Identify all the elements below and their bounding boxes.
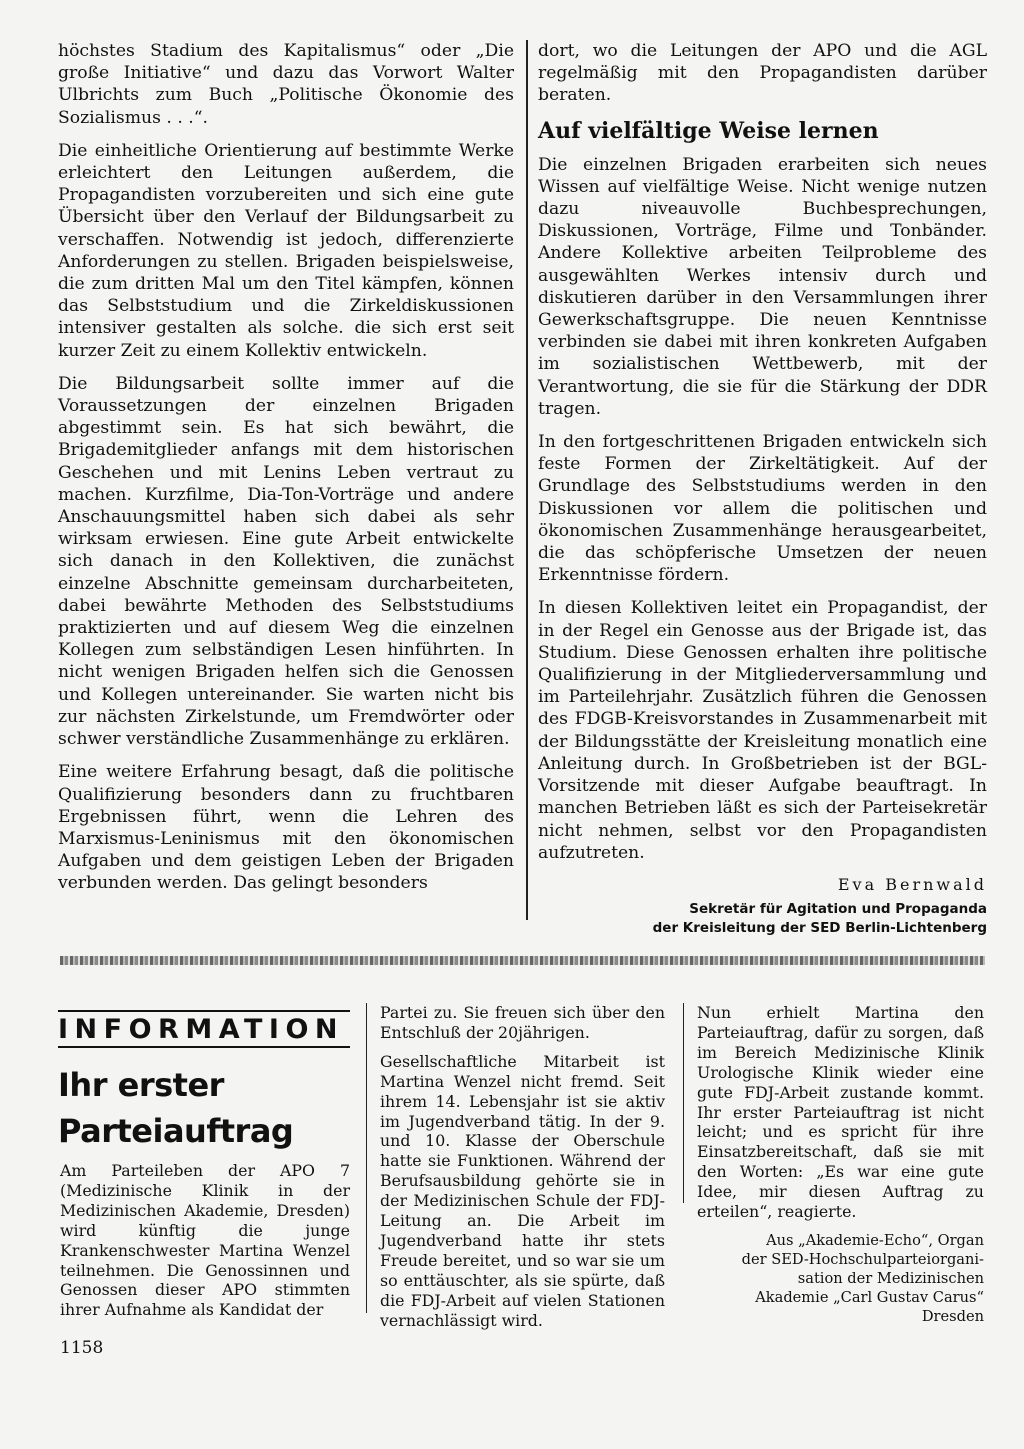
author-role: der Kreisleitung der SED Berlin-Lichtenberg — [652, 919, 987, 936]
source-line: der SED-Hochschulparteiorgani- — [741, 1250, 984, 1268]
info-column-1 — [60, 1161, 350, 1329]
paragraph: In diesen Kollektiven leitet ein Propagandist, der in der Regel ein Genosse aus der Brigade ist, das Studium. Diese Genossen erhalten ihre politische Qualifizierung in der Mitgliederversammlung und im Parteilehrjahr. Zusätzlich führen die Genossen des FDGB-Kreisvorstandes in Zusammenarbeit mit der Bildungsstätte der Kreisleitung monatlich eine Anleitung durch. In Großbetrieben ist der BGL-Vorsitzende mit dieser Aufgabe beauftragt. In manchen Betrieben läßt es sich der Parteisekretär nicht nehmen, selbst vor den Propagandisten aufzutreten. — [538, 598, 987, 863]
paragraph: Partei zu. Sie freuen sich über den Entschluß der 20jährigen. — [380, 1003, 665, 1042]
source-line: Aus „Akademie-Echo“, Organ — [766, 1231, 984, 1249]
paragraph: Eine weitere Erfahrung besagt, daß die politische Qualifizierung besonders dann zu fruchtbaren Ergebnissen führt, wenn die Lehren des Marxismus-Leninismus mit den ökonomischen Aufgaben und dem geistigen Leben der Brigaden verbunden werden. Das gelingt besonders — [58, 762, 514, 894]
information-banner — [58, 1010, 350, 1048]
source-line: Dresden — [921, 1307, 984, 1325]
info-headline-line: Parteiauftrag — [58, 1112, 294, 1150]
information-label: INFORMATION — [58, 1013, 345, 1045]
info-headline — [58, 1062, 358, 1154]
page-number: 1158 — [60, 1338, 104, 1358]
column-divider — [683, 1003, 684, 1203]
paragraph: Gesellschaftliche Mitarbeit ist Martina Wenzel nicht fremd. Seit ihrem 14. Lebensjahr ist sie aktiv im Jugendverband tätig. In der 9. und 10. Klasse der Oberschule hatte sie Funktionen. Während der Berufsausbildung gehörte sie in der Medizinischen Schule der FDJ-Leitung an. Die Arbeit im Jugendverband hatte ihr stets Freude bereitet, und so war sie um so enttäuschter, als sie spürte, daß die FDJ-Arbeit auf vielen Stationen vernachlässigt wird. — [380, 1051, 665, 1330]
article-right-column — [538, 40, 987, 938]
subheading: Auf vielfältige Weise lernen — [538, 117, 879, 144]
paragraph: Am Parteileben der APO 7 (Medizinische Klinik in der Medizinischen Akademie, Dresden) wird künftig die junge Krankenschwester Martina Wenzel teilnehmen. Die Genossinnen und Genossen dieser APO stimmten ihrer Aufnahme als Kandidat der — [60, 1161, 350, 1320]
column-divider — [366, 1003, 367, 1313]
paragraph: Die Bildungsarbeit sollte immer auf die Voraussetzungen der einzelnen Brigaden abgestimmt sein. Es hat sich bewährt, die Brigademitglieder anfangs mit dem historischen Geschehen und mit Lenins Leben vertraut zu machen. Kurzfilme, Dia-Ton-Vorträge und andere Anschauungsmittel haben sich dabei als sehr wirksam erwiesen. Eine gute Arbeit entwickelte sich danach in den Kollektiven, die zunächst einzelne Abschnitte gemeinsam durcharbeiteten, dabei bewährte Methoden des Selbststudiums praktizierten und auf diesem Weg die einzelnen Kollegen zum selbständigen Lesen hinführten. In nicht wenigen Brigaden helfen sich die Genossen und Kollegen untereinander. Sie warten nicht bis zur nächsten Zirkelstunde, um Fremdwörter oder schwer verständliche Zusammenhänge zu erklären. — [58, 373, 514, 750]
paragraph: Die einzelnen Brigaden erarbeiten sich neues Wissen auf vielfältige Weise. Nicht wenige nutzen dazu niveauvolle Buchbesprechungen, Diskussionen, Vorträge, Filme und Tonbänder. Andere Kollektive arbeiten Teilprobleme des ausgewählten Werkes intensiv durch und diskutieren darüber in den Versammlungen ihrer Gewerkschaftsgruppe. Die neuen Kenntnisse verbinden sie dabei mit ihren konkreten Aufgaben im sozialistischen Wettbewerb, mit der Verantwortung, die sie für die Stärkung der DDR tragen. — [538, 154, 987, 419]
info-headline-line: Ihr erster — [58, 1066, 224, 1104]
paragraph: dort, wo die Leitungen der APO und die AGL regelmäßig mit den Propagandisten darüber beraten. — [538, 41, 987, 106]
paragraph: In den fortgeschrittenen Brigaden entwickeln sich feste Formen der Zirkeltätigkeit. Auf der Grundlage des Selbststudiums werden in den Diskussionen vor allem die politischen und ökonomischen Zusammenhänge herausgearbeitet, die das schöpferische Umsetzen der neuen Erkenntnisse fördern. — [538, 432, 987, 586]
column-divider — [526, 40, 528, 920]
article-left-column — [58, 40, 514, 906]
source-line: Akademie „Carl Gustav Carus“ — [755, 1288, 984, 1306]
author-name: Eva Bernwald — [837, 874, 987, 894]
info-column-3 — [697, 1003, 984, 1326]
author-role: Sekretär für Agitation und Propaganda — [689, 900, 987, 917]
source-line: sation der Medizinischen — [797, 1269, 984, 1287]
paragraph: Nun erhielt Martina den Parteiauftrag, dafür zu sorgen, daß im Bereich Medizinische Klinik Urologische Klinik wieder eine gute FDJ-Arbeit zustande kommt. Ihr erster Parteiauftrag ist nicht leicht; und es spricht für ihre Einsatzbereitschaft, daß sie mit den Worten: „Es war eine gute Idee, mir diesen Auftrag zu erteilen“, reagierte. — [697, 1003, 984, 1222]
source-note — [697, 1231, 984, 1326]
paragraph: Die einheitliche Orientierung auf bestimmte Werke erleichtert den Leitungen außerdem, die Propagandisten vorzubereiten und sich eine gute Übersicht über den Verlauf der Bildungsarbeit zu verschaffen. Notwendig ist jedoch, differenzierte Anforderungen zu stellen. Brigaden beispielsweise, die zum dritten Mal um den Titel kämpfen, können das Selbststudium und die Zirkeldiskussionen intensiver gestalten als solche. die sich erst seit kurzer Zeit zu einem Kollektiv entwickeln. — [58, 140, 514, 361]
info-column-2 — [380, 1003, 665, 1340]
paragraph: höchstes Stadium des Kapitalismus“ oder „Die große Initiative“ und dazu das Vorwort Walter Ulbrichts zum Buch „Politische Ökonomie des Sozialismus . . .“. — [58, 41, 514, 128]
section-separator — [60, 956, 985, 965]
